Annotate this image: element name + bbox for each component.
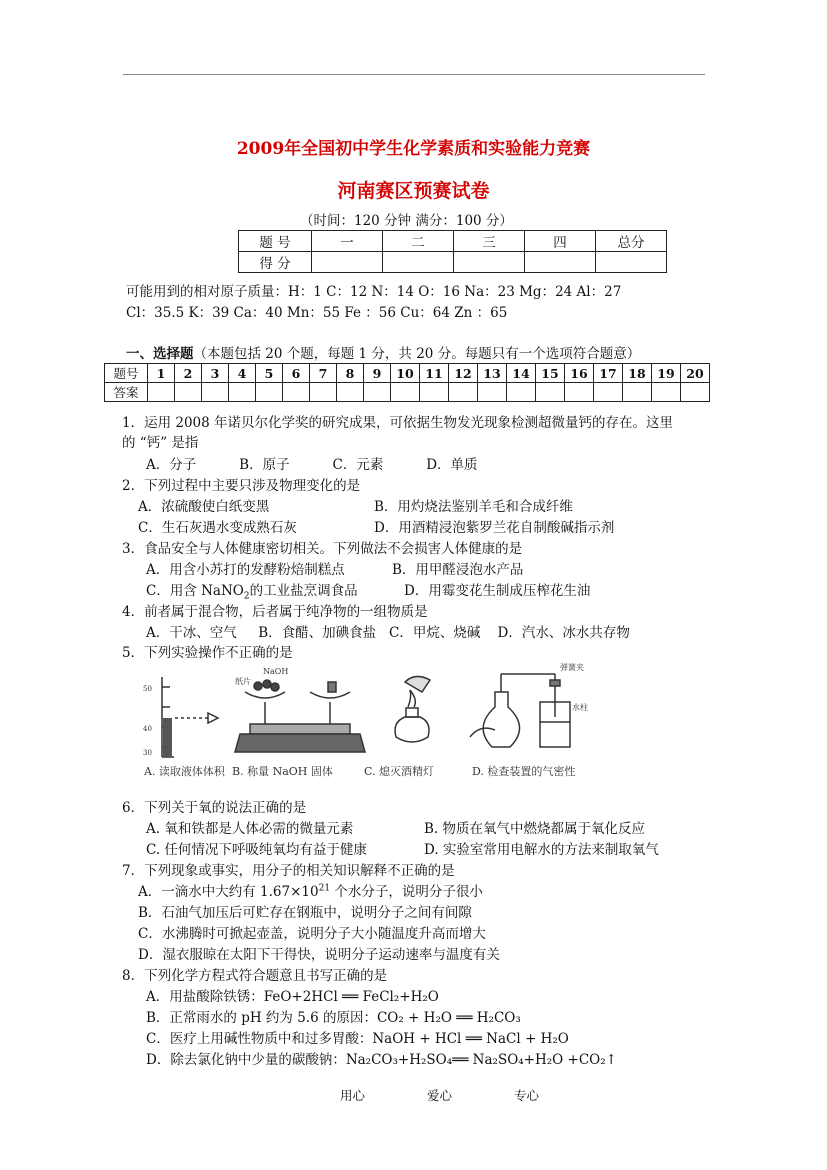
answer-cell-1[interactable] xyxy=(148,383,175,402)
q8-option-a: A．用盐酸除铁锈：FeO+2HCl ══ FeCl₂+H₂O xyxy=(146,989,439,1005)
figure-caption-c: C. 熄灭酒精灯 xyxy=(364,765,435,778)
answer-number-7: 7 xyxy=(310,364,337,383)
answer-number-4: 4 xyxy=(229,364,256,383)
svg-text:40: 40 xyxy=(143,725,152,733)
answer-number-18: 18 xyxy=(623,364,652,383)
answer-number-12: 12 xyxy=(449,364,478,383)
figure-caption-d: D. 检查装置的气密性 xyxy=(472,765,576,778)
answer-number-13: 13 xyxy=(478,364,507,383)
answer-cell-9[interactable] xyxy=(364,383,391,402)
q2-option-a: A．浓硫酸使白纸变黑 xyxy=(138,499,270,515)
atomic-mass-line1: 可能用到的相对原子质量：H：1 C：12 N：14 O：16 Na：23 Mg：24 Al：27 xyxy=(126,284,622,300)
answer-number-9: 9 xyxy=(364,364,391,383)
q3-option-d: D．用霉变花生制成压榨花生油 xyxy=(404,583,591,599)
score-cell[interactable] xyxy=(454,252,525,273)
answer-number-8: 8 xyxy=(337,364,364,383)
score-table xyxy=(238,230,667,273)
answer-cell-19[interactable] xyxy=(652,383,681,402)
answer-cell-10[interactable] xyxy=(391,383,420,402)
svg-text:30: 30 xyxy=(143,749,152,757)
score-header: 四 xyxy=(525,231,596,252)
answer-cell-14[interactable] xyxy=(507,383,536,402)
q6-option-c: C. 任何情况下呼吸纯氧均有益于健康 xyxy=(146,842,367,858)
answer-cell-16[interactable] xyxy=(565,383,594,402)
answer-cell-6[interactable] xyxy=(283,383,310,402)
answer-number-20: 20 xyxy=(681,364,710,383)
svg-text:水柱: 水柱 xyxy=(572,703,588,712)
svg-text:弹簧夹: 弹簧夹 xyxy=(560,663,584,672)
answer-table xyxy=(104,363,710,402)
answer-table-label: 题号 xyxy=(105,364,148,383)
balance-illustration xyxy=(235,680,365,752)
section1-desc: （本题包括 20 个题，每题 1 分，共 20 分。每题只有一个选项符合题意） xyxy=(193,346,641,362)
answer-number-1: 1 xyxy=(148,364,175,383)
q8-option-b: B．正常雨水的 pH 约为 5.6 的原因：CO₂ + H₂O ══ H₂CO₃ xyxy=(146,1010,521,1026)
svg-text:NaOH: NaOH xyxy=(263,667,289,676)
time-info: （时间：120 分钟 满分：100 分） xyxy=(300,213,513,229)
answer-cell-7[interactable] xyxy=(310,383,337,402)
section1-heading xyxy=(126,342,640,362)
q6-option-a: A. 氧和铁都是人体必需的微量元素 xyxy=(146,821,354,837)
header-rule xyxy=(123,74,705,75)
answer-number-14: 14 xyxy=(507,364,536,383)
answer-number-11: 11 xyxy=(420,364,449,383)
q2-option-c: C．生石灰遇水变成熟石灰 xyxy=(138,520,297,536)
score-header: 二 xyxy=(383,231,454,252)
answer-cell-4[interactable] xyxy=(229,383,256,402)
answer-cell-20[interactable] xyxy=(681,383,710,402)
answer-cell-11[interactable] xyxy=(420,383,449,402)
q4-options: A．干冰、空气 B．食醋、加碘食盐 C．甲烷、烧碱 D．汽水、冰水共存物 xyxy=(146,625,630,641)
figure-caption-b: B. 称量 NaOH 固体 xyxy=(232,765,333,778)
answer-number-16: 16 xyxy=(565,364,594,383)
q8-option-d: D．除去氯化钠中少量的碳酸钠：Na₂CO₃+H₂SO₄══ Na₂SO₄+H₂O +CO₂↑ xyxy=(146,1052,617,1068)
answer-table-label: 答案 xyxy=(105,383,148,402)
score-cell[interactable] xyxy=(383,252,454,273)
score-header: 总分 xyxy=(596,231,667,252)
airtight-apparatus-illustration xyxy=(470,674,570,747)
answer-cell-15[interactable] xyxy=(536,383,565,402)
answer-number-5: 5 xyxy=(256,364,283,383)
answer-number-3: 3 xyxy=(202,364,229,383)
q6-option-d: D. 实验室常用电解水的方法来制取氧气 xyxy=(424,842,659,858)
section1-title: 一、选择题 xyxy=(126,346,194,362)
answer-number-15: 15 xyxy=(536,364,565,383)
q1-text-cont: 的 “钙” 是指 xyxy=(122,435,199,451)
exam-title: 2009年全国初中学生化学素质和实验能力竞赛 xyxy=(236,139,591,159)
q1-options: A．分子 B．原子 C．元素 D．单质 xyxy=(146,457,478,473)
answer-cell-13[interactable] xyxy=(478,383,507,402)
q7-text: 7．下列现象或事实，用分子的相关知识解释不正确的是 xyxy=(122,863,455,879)
q7-option-b: B．石油气加压后可贮存在钢瓶中，说明分子之间有间隙 xyxy=(138,905,472,921)
answer-cell-2[interactable] xyxy=(175,383,202,402)
answer-cell-18[interactable] xyxy=(623,383,652,402)
q3-option-c: C．用含 NaNO$_2$的工业盐烹调食品 xyxy=(146,583,358,602)
score-row-label: 得 分 xyxy=(239,252,312,273)
q8-text: 8．下列化学方程式符合题意且书写正确的是 xyxy=(122,968,388,984)
footer xyxy=(340,1086,567,1104)
answer-cell-8[interactable] xyxy=(337,383,364,402)
answer-number-10: 10 xyxy=(391,364,420,383)
figure-caption-a: A. 读取液体体积 xyxy=(144,765,225,778)
footer-word: 专心 xyxy=(514,1088,540,1103)
q2-option-b: B．用灼烧法鉴别羊毛和合成纤维 xyxy=(374,499,573,515)
score-cell[interactable] xyxy=(596,252,667,273)
footer-word: 爱心 xyxy=(427,1088,453,1103)
score-cell[interactable] xyxy=(525,252,596,273)
q7-option-d: D．湿衣服晾在太阳下干得快，说明分子运动速率与温度有关 xyxy=(138,947,500,963)
score-header: 三 xyxy=(454,231,525,252)
answer-number-2: 2 xyxy=(175,364,202,383)
q1-text: 1．运用 2008 年诺贝尔化学奖的研究成果，可依据生物发光现象检测超微量钙的存在。这里 xyxy=(122,415,674,431)
q8-option-c: C．医疗上用碱性物质中和过多胃酸：NaOH + HCl ══ NaCl + H₂O xyxy=(146,1031,569,1047)
q7-option-c: C．水沸腾时可掀起壶盖，说明分子大小随温度升高而增大 xyxy=(138,926,486,942)
answer-cell-3[interactable] xyxy=(202,383,229,402)
q3-text: 3．食品安全与人体健康密切相关。下列做法不会损害人体健康的是 xyxy=(122,541,523,557)
q2-option-d: D．用酒精浸泡紫罗兰花自制酸碱指示剂 xyxy=(374,520,615,536)
svg-text:纸片: 纸片 xyxy=(235,677,251,686)
exam-subtitle: 河南赛区预赛试卷 xyxy=(337,180,490,202)
answer-number-17: 17 xyxy=(594,364,623,383)
q4-text: 4．前者属于混合物，后者属于纯净物的一组物质是 xyxy=(122,604,428,620)
answer-number-19: 19 xyxy=(652,364,681,383)
footer-word: 用心 xyxy=(340,1088,366,1103)
score-header: 题 号 xyxy=(239,231,312,252)
answer-cell-17[interactable] xyxy=(594,383,623,402)
q6-text: 6．下列关于氧的说法正确的是 xyxy=(122,800,307,816)
q7-option-a: A．一滴水中大约有 $1.67\times 10^{21}$ 个水分子，说明分子很小 xyxy=(138,883,483,900)
q5-text: 5．下列实验操作不正确的是 xyxy=(122,645,293,661)
alcohol-lamp-illustration xyxy=(395,676,430,742)
atomic-mass-line2: Cl：35.5 K：39 Ca：40 Mn：55 Fe ：56 Cu：64 Zn ：65 xyxy=(126,305,508,321)
svg-text:50: 50 xyxy=(143,685,152,693)
score-header: 一 xyxy=(312,231,383,252)
q3-option-b: B．用甲醛浸泡水产品 xyxy=(392,562,524,578)
answer-cell-5[interactable] xyxy=(256,383,283,402)
q3-option-a: A．用含小苏打的发酵粉焙制糕点 xyxy=(146,562,345,578)
answer-cell-12[interactable] xyxy=(449,383,478,402)
score-cell[interactable] xyxy=(312,252,383,273)
q6-option-b: B. 物质在氧气中燃烧都属于氧化反应 xyxy=(424,821,646,837)
q2-text: 2．下列过程中主要只涉及物理变化的是 xyxy=(122,478,361,494)
cylinder-illustration xyxy=(162,677,218,757)
answer-number-6: 6 xyxy=(283,364,310,383)
